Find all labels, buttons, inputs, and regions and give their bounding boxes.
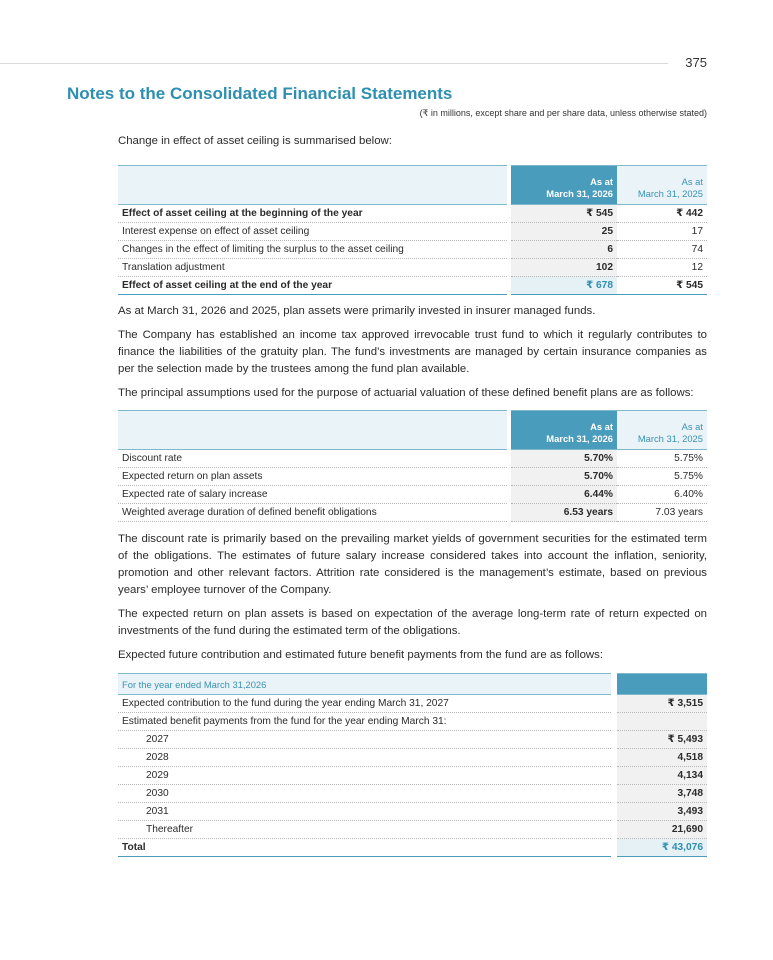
table-header: For the year ended March 31,2026 — [118, 674, 707, 695]
table-row: Expected rate of salary increase 6.44% 6.40% — [118, 486, 707, 504]
table-row: 2030 3,748 — [118, 785, 707, 803]
paragraph-discount-rate: The discount rate is primarily based on the prevailing market yields of government securities for the estimated term of the obligations. The estimates of future salary increase considered takes into account the inflation, seniority, promotion and other relevant factors. Attrition rate considered is the management’s estimate, based on previous years’ employee turnover of the Company. — [118, 533, 707, 596]
table-total-row: Effect of asset ceiling at the end of the year ₹ 678 ₹ 545 — [118, 277, 707, 295]
paragraph-expected-return: The expected return on plan assets is based on expectation of the average long-term rate of return expected on investments of the fund during the estimated term of the obligations. — [118, 608, 707, 637]
assumptions-table — [118, 410, 707, 522]
table-row: Thereafter 21,690 — [118, 821, 707, 839]
col-header-2026: As at March 31, 2026 — [509, 411, 617, 450]
header-rule — [0, 63, 668, 64]
table-row: Translation adjustment 102 12 — [118, 259, 707, 277]
page-title: Notes to the Consolidated Financial Statements — [67, 84, 453, 103]
col-header-2025: As at March 31, 2025 — [617, 411, 707, 450]
page-number: 375 — [685, 55, 707, 70]
table-header — [118, 166, 707, 205]
asset-ceiling-table — [118, 165, 707, 295]
table-row: Weighted average duration of defined benefit obligations 6.53 years 7.03 years — [118, 504, 707, 522]
table-row: 2027 ₹ 5,493 — [118, 731, 707, 749]
paragraph-plan-assets: As at March 31, 2026 and 2025, plan assets were primarily invested in insurer managed funds. — [118, 305, 596, 317]
paragraph-assumptions-lead: The principal assumptions used for the purpose of actuarial valuation of these defined benefit plans are as follows: — [118, 387, 694, 399]
table-row: 2028 4,518 — [118, 749, 707, 767]
table-row: Interest expense on effect of asset ceiling 25 17 — [118, 223, 707, 241]
table-row: Discount rate 5.70% 5.75% — [118, 450, 707, 468]
col-header-2026: As at March 31, 2026 — [509, 166, 617, 205]
units-note: (₹ in millions, except share and per share data, unless otherwise stated) — [419, 108, 707, 118]
table-header — [118, 411, 707, 450]
asset-ceiling-lead: Change in effect of asset ceiling is summarised below: — [118, 135, 392, 147]
table-row: 2031 3,493 — [118, 803, 707, 821]
content — [118, 133, 707, 857]
table-row: Expected contribution to the fund during the year ending March 31, 2027 ₹ 3,515 — [118, 695, 707, 713]
future-payments-table — [118, 673, 707, 857]
table-total-row: Total ₹ 43,076 — [118, 839, 707, 857]
col-header-2025: As at March 31, 2025 — [617, 166, 707, 205]
table-row: Estimated benefit payments from the fund for the year ending March 31: — [118, 713, 707, 731]
table-row: Changes in the effect of limiting the surplus to the asset ceiling 6 74 — [118, 241, 707, 259]
table-row: Effect of asset ceiling at the beginning of the year ₹ 545 ₹ 442 — [118, 205, 707, 223]
paragraph-future-lead: Expected future contribution and estimated future benefit payments from the fund are as follows: — [118, 649, 604, 661]
table-row: 2029 4,134 — [118, 767, 707, 785]
table-row: Expected return on plan assets 5.70% 5.75% — [118, 468, 707, 486]
paragraph-trust-fund: The Company has established an income tax approved irrevocable trust fund to which it regularly contributes to finance the liabilities of the gratuity plan. The fund’s investments are managed by certain insurance companies as per the selection made by the trustees among the fund plan available. — [118, 329, 707, 375]
